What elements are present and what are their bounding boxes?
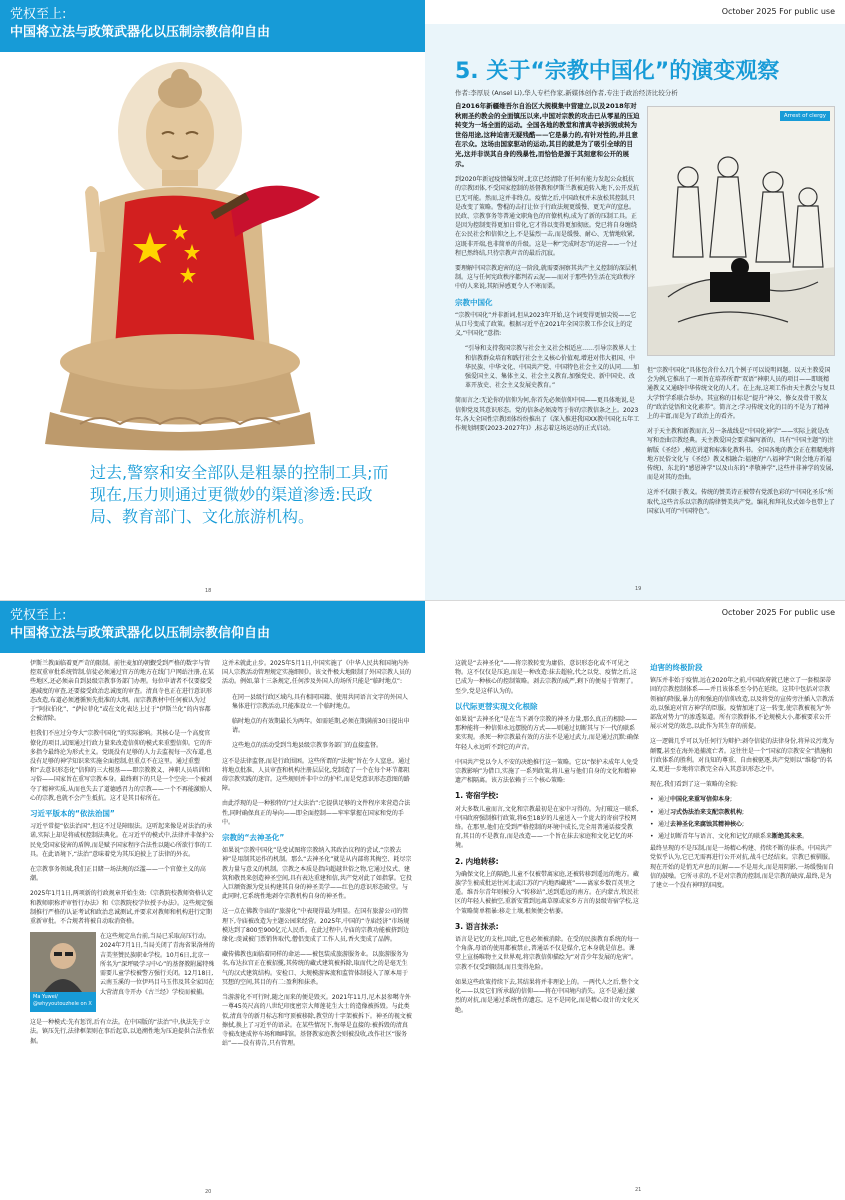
section-heading: 迫害的终极阶段	[650, 663, 703, 672]
block-quote: “引导和支持我国宗教与社会主义社会相适应……引导宗教界人士和信教群众培育和践行社会主义核心价值观,增进对伟大祖国、中华民族、中华文化、中国共产党、中国特色社会主义的认同……加强爱国主义、集体主义、社会主义教育,加强党史、新中国史、改革开放史、社会主义发展史教育。”	[465, 345, 640, 390]
page-number: 20	[205, 1189, 212, 1195]
paragraph: 但我们不应过分夸大“宗教中国化”的实际影响。其核心是一个高度官僚化的项目,试图通过行政力量来改造信仰的模式来重塑信仰。它的许多指令最终沦为形式主义。党既没有足够的人力去监视每一次布道,也没有足够的神学知识来实施全面控制,但重点不在这里。通过重塑和“去意识形态化”信仰的三大根基——即宗教教义、神职人员培训和习俗——国家旨在重写宗教本身。最终剩下的只是一个空壳:一个被剥夺了精神实质,从而也失去了道德感召力的宗教——一个不再能激励人心的宗教,也就不会产生抵抗。这才是其目标所在。	[30, 730, 213, 802]
photo-wrapper	[30, 932, 96, 1018]
paragraph: 如果这些政策持续下去,其结果将并非理论上的。一两代人之后,整个文化——以及它们所承载的信仰——将在中国境内消失。这不是通过激烈的对抗,而是通过系统性的遗忘。这不是同化,而是精心设计的文化灭绝。	[455, 978, 639, 1014]
paragraph: 当游游化不可行时,随之而来的便是毁灭。2021年11月,尼木县参噶寺外一尊45英尺高的八世纪印度密宗大师莲花生大士的造像被拆毁。与此类似,清真寺的新月标志和穹顶被移除,教堂的十字架被拆下。神圣的视文被擦拭,换上了习近平的语录。在某些情况下,悔辱是直接的:被拆毁的清真寺被改建成停车场和咖啡馆。基督教家庭教会则被没收,改作社区“服务站”——没有祷告,只有管理。	[222, 994, 412, 1048]
lead-paragraph: 自2016年新疆维吾尔自治区大规模集中营建立,以及2018年对秋雨圣约教会的全面镇压以来,中国对宗教的攻击已从零星的压迫转变为一场全面的运动。全国各地的教堂和清真寺被拆毁或转为世俗用途,这种迫害无疑残酷——它是暴力的,有针对性的,并且意在示众。这场由国家驱动的运动,其目的就是为了吸引全球的目光,这并非误其自身的残暴性,而恰恰是源于其刻意和公开的展示。	[455, 102, 640, 168]
block-quote: 这些地点的活动受到当地县级宗教事务部门的直接监督。	[232, 742, 383, 750]
spread-bottom	[0, 600, 845, 1200]
block-quote: 在同一县级行政区域内,具有相同国籍、使用共同语言文字的外国人集体进行宗教活动,只能准设立一个临时地点。	[232, 693, 408, 710]
list-item-text: 通过	[658, 808, 671, 816]
paragraph: 为确保文化上的隔绝,儿童不仅被带离家庭,还被转移到遥远的地方。藏族学生被成批运往河北或江苏的“内地西藏班”——离家乡数百英里之遥。维吾尔青年则被分入“转移站”,送到遥远的南方。在内蒙古,牧民社区的年轻人被抽空,重新安置到远离草原或家乡方言的县级寄宿学校,这个策略简单粗暴:移走土壤,根须便会枯萎。	[455, 870, 640, 915]
list-item-text: ;	[730, 796, 733, 804]
strategy-list	[650, 795, 835, 841]
article-column-right	[647, 366, 835, 576]
list-item-emphasis: 习式伪法治来支配宗教机构	[670, 808, 743, 816]
page21-column-left	[455, 659, 640, 1179]
photo-block	[30, 932, 215, 1018]
page-header-left	[0, 601, 425, 653]
list-item-text: 通过	[658, 796, 671, 804]
list-item	[650, 795, 835, 804]
paragraph: 对大多数儿童而言,文化和宗教最初是在家中习得的。为打破这一联系,中国政府强制推行政策,将6至18岁的儿童送入一个庞大的寄宿学校网络。在那里,他们在受到严格控制的环境中成长,完全用普通话接受教育,其目的不是教育,而是改造——一个旨在抹去家庭和文化记忆的环境。	[455, 805, 639, 850]
paragraph: 由此浮现的是一种独特的“过大法治”:它提供足够的文件程序来营造合法性,同时确保真正的导向——即全面控制——牢牢掌握在国家和党的手中。	[222, 800, 411, 826]
header-kicker: 党权至上:	[10, 608, 67, 623]
list-item-emphasis: 去神圣化来腐蚀其精神核心	[670, 820, 743, 828]
list-item-emphasis: 中国化来重写信仰本身	[670, 796, 731, 804]
list-item-text: 通过切断青年与语言、文化和记忆的联系来	[658, 833, 773, 841]
page-number: 18	[205, 588, 212, 594]
article-column-left	[455, 102, 640, 582]
article-byline: 作者:李厚辰 (Ansel Li),华人专栏作家,新媒体创作者,专注于政治经济比较分析	[455, 89, 678, 97]
paragraph: 最终呈现的不是压制,而是一场精心构建、持续不断的抹杀。中国共产党似乎认为,它已无需再进行公开对抗,战斗已经结束。宗教已被驯服。现在开始的是悄无声息的瓦解——不是用火,而是用阴影,一场缓慢而自信的鼓噪。它所寻求的,不是对宗教的控制,而是宗教的缺席,最终,是为了建立一个没有神明的国度。	[650, 845, 834, 890]
section-heading: 习近平版本的“依法治国”	[30, 809, 115, 819]
paragraph: 这并未就此止步。2025年5月1日,中国实施了《中华人民共和国境内外国人宗教活动管理规定实施细则》。该文件极大地限制了外国宗教人员的活动。例如,第十三条规定,任何涉及外国人的场所只能是“临时地点”:	[222, 660, 412, 686]
page-18	[0, 52, 425, 600]
paragraph: 如果说“去神圣化”是在当下剥夺宗教的神圣力量,那么真正的根除——那种能将一种信仰永远摆脱的方式——则通过切断其与下一代的联系来实现。杀死一种宗教最有效的方法不是通过武力,而是通过沉默:确保年轻人永远听不到它的声音。	[455, 716, 639, 751]
paragraph: 这一逻辑几乎可以为任何行为辩护:剥夺信徒的法律身份,将异议污蔑为颠覆,甚至在海外追捕流亡者。这往往是一个“国家的宗教安全”措施和行政体系的胜利。对良知的尊重、自由被驱逐,共产党则以“维稳”的名义,更进一步地将宗教完全吞入其意识形态之中。	[650, 738, 834, 774]
list-item	[650, 808, 835, 817]
paragraph: 2025年1月1日,两项新的行政规章开始生效:《宗教院校教师资格认定和教师职称评审暂行办法》和《宗教院校学位授予办法》。这些规定强制推行严格的认证考试和政治忠诚测试,并要求对教师和机构进行定期重新审批。不合规者将被自动取消资格。	[30, 890, 214, 926]
buddha-statue-illustration	[30, 52, 330, 452]
page21-column-right	[650, 659, 835, 1179]
portrait-image	[30, 932, 96, 992]
section-heading: 宗教中国化	[455, 297, 493, 307]
pull-quote: 过去,警察和安全部队是粗暴的控制工具;而现在,压力则通过更微妙的渠道渗透:民政局、教育部门、文化旅游机构。	[90, 463, 389, 526]
list-item-text: 通过	[658, 820, 671, 828]
paragraph: 这并不仅限于教义。传统的赞美诗正被带有党派色彩的“中国化圣乐”所取代,这些音乐以宗教的韵律赞美共产党。编礼和拜礼仪式如今也带上了国家认可的“中国特色”。	[647, 489, 835, 515]
sub-heading: 3. 语言抹杀:	[455, 921, 499, 931]
sub-heading: 2. 内地转移:	[455, 856, 499, 866]
paragraph: 伊斯兰教面临着更严苛的限制。前往麦加的朝觐受到严格的数字与管控双重审批系统管制,信徒必须通过官方的地方在线门户网站注册,在某些地区,还必须亲自到县级宗教事务部门办理。每位申请者不仅要接受递减度的审查,还要接受政治忠诚度的审查。清真寺也正在进行意识形态改造,布道必须遵循预先批准的大纲。而宗教教材中任何被认为过于“阿拉伯化”、“萨拉菲化”或在文化表达上过于“伊斯兰化”的内容都会被清除。	[30, 660, 214, 723]
page20-column-right	[222, 659, 412, 1179]
paragraph: 简而言之:无论你的信仰为何,你首先必须信仰中国——更具体地说,是信仰党及其意识形态。党的信条必须凌驾于你的宗教信条之上。2023年,各大全国性宗教团体纷纷推出了《深入推进我国XX教中国化五年工作规划纲要(2023-2027年)》,标志着这场运动的正式启动。	[455, 397, 640, 433]
list-item-text: 。	[802, 833, 809, 841]
header-date: October 2025 For public use	[721, 608, 835, 617]
paragraph: 到2020年新冠疫情爆发时,北京已经清除了任何有能力发起公众抵抗的宗教团体,不受国家控制的基督教和伊斯兰教被迫转入地下,公开反抗已无可能。然而,这并非终点。疫情之后,中国政权并未放松其控制,只是改变了策略。警棍的击打让位于行政法规更缓慢、更无声的窒息。民政、宗教事务等普通文职角色的官僚机构,成为了新的压制工具。正是因为控制变得更加日常化,它才得以变得更加彻底。党已将自身缠绕在公民社会和信仰之上,不是猛烈一击,而是缓慢、耐心、无情地收紧,这既非开端,也非简单的升级。这是一种“完成时态”的运营——一个过程已然终结,只待宗教声音的最后沉寂。	[455, 176, 639, 257]
list-item	[650, 832, 835, 841]
list-item-emphasis: 断绝其未来	[772, 833, 803, 841]
list-item	[650, 820, 835, 829]
paragraph: 语言是记忆的支柱,因此,它也必须被消除。在受的民族教育系统的每一个角落,母语的使用都被禁止,普通话不仅是媒介,它本身就是信息。课堂上宣扬唯物主义世界观,将宗教信仰描绘为“对青少年发展的危害”。宗教不仅受到限制,而且变得危险。	[455, 936, 639, 971]
paragraph: 镇压并非始于疫情,远在2020年之前,中国政府就已建立了一套根深蒂固的宗教控制体系——并且该体系至今仍在延续。这其中包括对宗教领袖的降服,暴力的和强迫的信仰改造,以及将党的宣传旁注插入宗教活动,以强迫对官方神学的臣服。疫情加速了这一转变,使宗教被视为“外部敌对势力”的渗透渠道。所有宗教群体,不论规模大小,都被要求公开展示对党的效忠,以此作为其生存的前提。	[650, 677, 834, 731]
paragraph: 对于天主教和新教而言,另一条战线是“中国化神学”——实际上就是改写和歪曲宗教经典。天主教爱国会要求编写新的、具有“中国主题”的注解版《圣经》,模范讲道和标准化教科书。全国各地的教会正在粗糙地将地方民俗文化与《圣经》教义相融合:福建的“八福神学”(附会地方祈福传统)、东北的“感恩神学”以及山东的“孝敬神学”,这些并非神学的发展,而是对其的歪曲。	[647, 428, 835, 482]
page-19	[425, 24, 845, 600]
paragraph: 这一点在佛教寺庙的“旅游化”中表现得最为明显。在国有旅游公司的管理下,寺庙被改造为主题公园来经营。2025年,中国的“寺庙经济”市场规模达到了800至900亿元人民币。在此过程中,寺庙的宗教功能被挤到边缘化:虔诚被门票销售取代,僧侣变成了工作人员,香火变成了品牌。	[222, 908, 410, 944]
page-21	[425, 625, 845, 1200]
paragraph: 在宗教事务领域,我们正目睹一场法规的泛滥——一个官僚主义的高潮。	[30, 866, 206, 883]
page20-column-left	[30, 659, 215, 1179]
arrest-sketch-image	[647, 106, 835, 356]
article-title: 5. 关于“宗教中国化”的演变观察	[455, 59, 780, 84]
portrait-photo	[30, 932, 96, 992]
paragraph: 这不是法律监督,而是行政围困。这些所谓的“法规”旨在令人窒息。通过将地点批准、人员审查和机构注册层层化,党制造了一个在每个环节都阻碍宗教实践的迷宫。这些规则并非中立的护栏,而是党意识形态意图的路障。	[222, 757, 411, 793]
paragraph: 如果说“宗教中国化”是党试图将宗教纳入其政治议程的尝试,“宗教去神”是用制其运作的机制。那么“去神圣化”就是从内部将其掏空、耗尽宗教力量与意义的机制。宗教之本质是指向超越世俗之物,它通过仪式、建筑和敬畏来创造神圣空间,具有表达重建和信,共产党对此了如指掌。它投入巨额资源为党员构建其自身的神圣美学——红色的意识形态殿堂。与此同时,它系统性地剥夺宗教机构自身的神圣性。	[222, 847, 412, 901]
header-title: 中国将立法与政策武器化以压制宗教信仰自由	[10, 25, 271, 40]
paragraph: 但“宗教中国化”具体包含什么?几个例子可以说明问题。以天主教爱国会为例,它推出了一项旨在培养所谓“双语”神职人员的项目——即既精通教义又通晓中华传统文化的人才。在上海,这项工作由天主教会与复旦大学哲学系联合举办。其宣称的目标是“提升”神父、修女及骨干教友的“政治觉悟和文化素养”。简言之:学习传统文化的目的不是为了精神上的丰富,而是为了政治上的看齐。	[647, 367, 835, 421]
paragraph: 藏传佛教也面临着同样的命运——被包装成旅游服务业。以旅游服务为名,布达拉宫正在被招揽,其传统的藏式建筑被拆除,取而代之的是毫无生气的汉式建筑结构。安检口、大规模游客流和监管体制侵入了原本用于冥想的空间,其目的有二:盈利和抹杀。	[222, 951, 409, 986]
paragraph: 要理解中国宗教迫害的这一阶段,就需要洞察其共产主义控制的深层机制。这与任何宪政秩序都判若云泥——而对于那些仍生活在宪政秩序中的人来说,其陌异感更令人不寒而栗。	[455, 264, 637, 291]
list-item-text: ;	[742, 808, 745, 816]
image-caption: Arrest of clergy	[780, 111, 830, 121]
block-quote: 临时地点的有效期最长为两年。如需延期,必须在期满前30日提出申请。	[232, 718, 410, 735]
header-title: 中国将立法与政策武器化以压制宗教信仰自由	[10, 626, 271, 641]
page-header-left	[0, 0, 425, 52]
sub-heading: 1. 寄宿学校:	[455, 791, 499, 801]
page-20	[0, 653, 425, 1200]
paragraph: 现在,我们看到了这一策略的全貌:	[650, 781, 738, 789]
paragraph: 在这些规定出台前,当局已采取高压行动。2024年7月1日,当局关闭了青海省果洛州的吉美坚赞民族职业学校。10月6日,北京一所名为“深坪吸学习中心”的基督教附属特殊需要儿童学校被警方强行关闭。12月18日,云南玉溪的一位伊玛目马玉伟及其全家因在大营清真寺开办《古兰经》学校而被捕。	[100, 933, 215, 996]
sketch-illustration	[648, 107, 835, 356]
header-kicker: 党权至上:	[10, 7, 67, 22]
paragraph: 习近平常提“依法治国”,但这不过是障眼法。这听起来像是对法治的承诺,实际上却是将威权控制法典化。在习近平的模式中,法律并非保护公民免受国家侵害的盾牌,而是赋予国家程序合法性以随心所欲行事的工具。在此语境下,“法治”意味着党为其压迫披上了法律的外衣。	[30, 823, 214, 858]
paragraph: 中国共产党以令人不安的决绝推行这一策略。它以“保护未成年人免受宗教影响”为借口,实施了一系列政策,将儿童与他们自身的文化和精神遗产相隔离。该方法依赖于三个核心策略:	[455, 758, 639, 785]
photo-caption: Ma Yuwei/ @whyyoutouzhele on X	[30, 992, 96, 1012]
header-date: October 2025 For public use	[721, 7, 835, 16]
page-number: 19	[635, 586, 642, 592]
paragraph: 这就是“去神圣化”——将宗教转变为庸俗、意识形态化或不可见之物。这不仅仅是压迫,而是一种改造:抹去超验,代之以党、疫情之后,这已成为一种核心的控制策略。剥去宗教的威严,剩下的便易于管理了。至少,党是这样认为的。	[455, 660, 637, 695]
page-number: 21	[635, 1187, 642, 1193]
paragraph: “宗教中国化”并非新词,但从2023年开始,这个词变得更加尖锐——它从口号变成了政策。根据习近平在2021年全国宗教工作会议上的定义,“中国化”意指:	[455, 311, 637, 338]
section-heading: 以代际更替实现文化根除	[455, 701, 538, 711]
list-item-text: ;	[742, 820, 745, 828]
paragraph: 这是一种模式:先有惩罚,后有立法。在中国版的“法治”中,执法先于立法。镇压先行,法律框架则在事后起草,以追溯性地为压迫提供合法性依据。	[30, 1019, 214, 1045]
section-heading: 宗教的“去神圣化”	[222, 833, 285, 843]
